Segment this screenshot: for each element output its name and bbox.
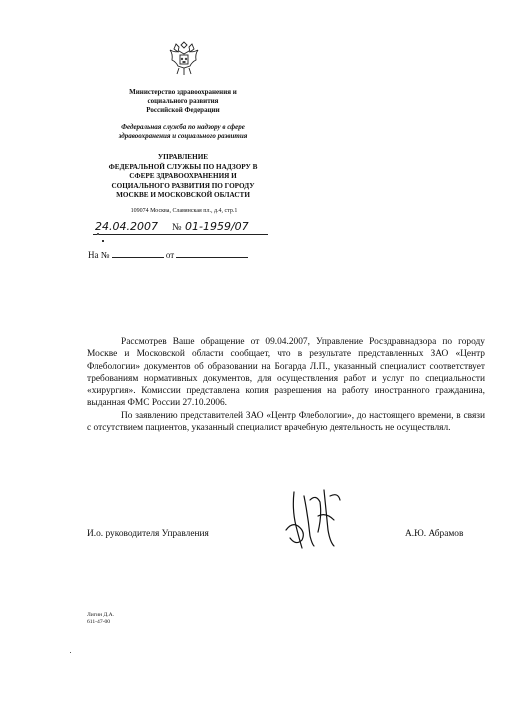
reference-number-blank xyxy=(112,249,164,258)
coat-of-arms-emblem xyxy=(162,36,206,80)
reference-line xyxy=(88,249,248,260)
department-line: СОЦИАЛЬНОГО РАЗВИТИЯ ПО ГОРОДУ xyxy=(111,181,255,190)
department-line: УПРАВЛЕНИЕ xyxy=(157,153,209,161)
registration-underline xyxy=(93,234,268,235)
department-address: 109074 Москва, Славянская пл., д.4, стр.1 xyxy=(130,208,238,214)
service-line: здравоохранения и социального развития xyxy=(118,132,248,140)
registration-number-label: № xyxy=(172,222,182,233)
department-line: ФЕДЕРАЛЬНОЙ СЛУЖБЫ ПО НАДЗОРУ В xyxy=(108,162,258,171)
scan-speck xyxy=(97,233,99,235)
executor-info xyxy=(87,612,114,626)
ministry-line: социального развития xyxy=(147,97,219,105)
service-line: Федеральная служба по надзору в сфере xyxy=(121,123,245,131)
ministry-line: Российской Федерации xyxy=(146,106,220,114)
signatory-name: А.Ю. Абрамов xyxy=(405,529,464,539)
department-header xyxy=(88,153,278,201)
service-header xyxy=(88,123,278,141)
ministry-header xyxy=(88,88,278,115)
department-line: СФЕРЕ ЗДРАВООХРАНЕНИЯ И xyxy=(129,172,237,180)
registration-number: 01-1959/07 xyxy=(185,220,249,233)
registration-date: 24.04.2007 xyxy=(95,220,158,233)
ministry-line: Министерство здравоохранения и xyxy=(129,88,237,96)
letter-body xyxy=(87,336,485,434)
reference-date-blank xyxy=(176,249,248,258)
executor-phone: 611-47-00 xyxy=(87,619,111,625)
body-paragraph: Рассмотрев Ваше обращение от 09.04.2007, Управление Росздравнадзора по городу Москве и Московской области сообщает, что в результате представленных ЗАО «Центр Флебологии» документов об образовании на Богарда Л.П., указанный специалист соответствует требованиям нормативных документов, для осуществления работ и услуг по специальности «хирургия». Комиссии представлена копия разрешения на работу иностранного гражданина, выданная ФМС России 27.10.2006. xyxy=(87,337,485,409)
signatory-title: И.о. руководителя Управления xyxy=(87,529,209,539)
body-paragraph: По заявлению представителей ЗАО «Центр Флебологии», до настоящего времени, в связи с отсутствием пациентов, указанный специалист врачебную деятельность не осуществлял. xyxy=(87,410,485,434)
registration-line xyxy=(93,220,268,238)
reference-date-label: от xyxy=(165,250,175,260)
executor-name: Лигин Д.А. xyxy=(87,612,115,618)
ink-dot xyxy=(102,240,104,242)
scan-speck xyxy=(70,652,71,653)
handwritten-signature xyxy=(280,486,350,554)
department-line: МОСКВЕ И МОСКОВСКОЙ ОБЛАСТИ xyxy=(116,191,250,199)
reference-number-label: На № xyxy=(88,250,110,260)
